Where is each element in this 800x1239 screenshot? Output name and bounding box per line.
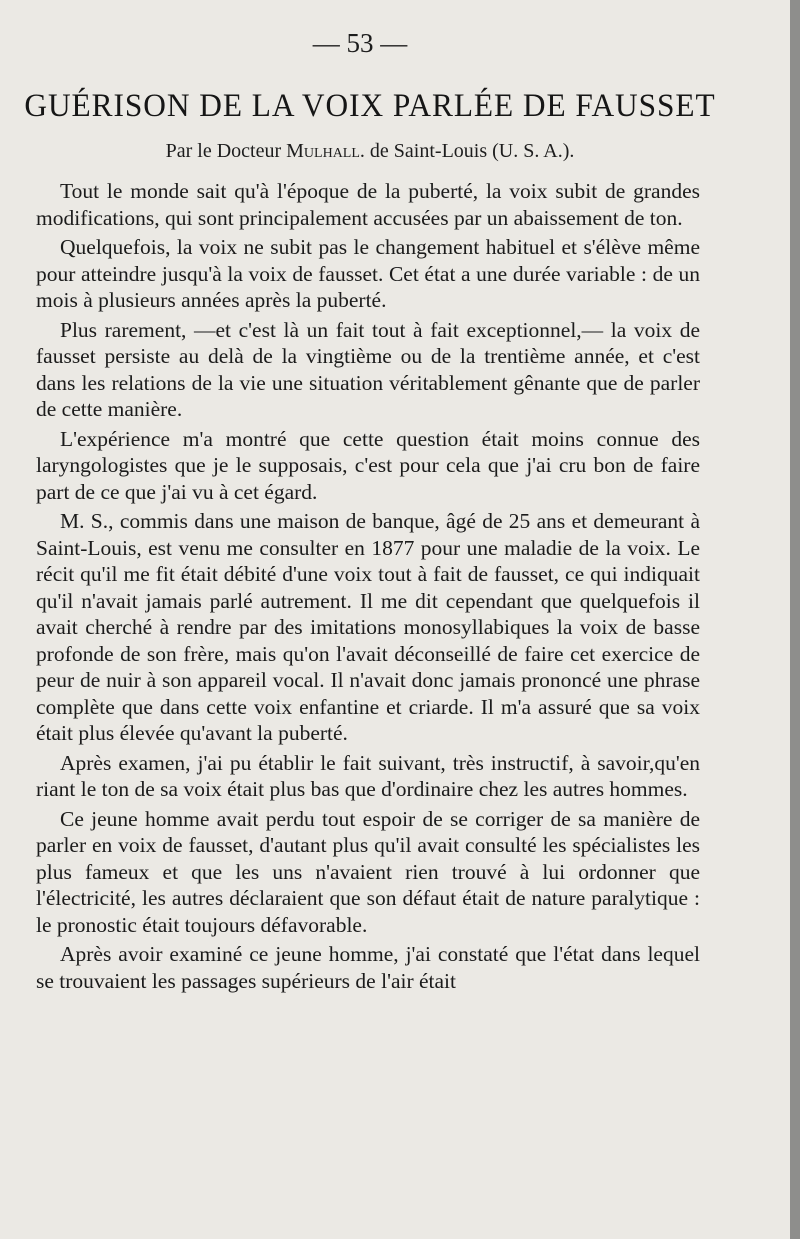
paragraph: Ce jeune homme avait perdu tout espoir de se corriger de sa manière de parler en voix de fausset, d'autant plus qu'il avait consulté les spécialistes les plus fameux et que les uns n'avaient rien trouvé à lui ordonner que l'électricité, les autres déclaraient que son défaut était de nature paralytique : le pronostic était toujours défavorable. [36, 806, 700, 937]
paragraph: Après avoir examiné ce jeune homme, j'ai constaté que l'état dans lequel se trouvaient les passages supérieurs de l'air était [36, 942, 700, 993]
paragraph: L'expérience m'a montré que cette question était moins connue des laryngologistes que je le supposais, c'est pour cela que j'ai cru bon de faire part de ce que j'ai vu à cet égard. [36, 426, 700, 504]
paragraph: Plus rarement, —et c'est là un fait tout à fait exceptionnel,— la voix de fausset persiste au delà de la vingtième ou de la trentième année, et c'est dans les relations de la vie une situation véritablement gênante que de parler de cette manière. [36, 317, 700, 421]
book-spine-edge [790, 0, 800, 1239]
byline-prefix: Par le Docteur [165, 140, 282, 162]
paragraph: Après examen, j'ai pu établir le fait suivant, très instructif, à savoir,qu'en riant le ton de sa voix était plus bas que d'ordinaire chez les autres hommes. [36, 750, 700, 801]
paragraph: Tout le monde sait qu'à l'époque de la puberté, la voix subit de grandes modifications, qui sont principalement accusées par un abaissement de ton. [36, 179, 700, 230]
page-number: — 53 — [312, 28, 408, 58]
byline [0, 140, 740, 163]
byline-suffix: de Saint-Louis (U. S. A.). [369, 140, 575, 162]
byline-author: Mulhall. [286, 140, 365, 162]
paragraph: M. S., commis dans une maison de banque, âgé de 25 ans et demeurant à Saint-Louis, est venu me consulter en 1877 pour une maladie de la voix. Le récit qu'il me fit était débité d'une voix tout à fait de fausset, ce qui indiquait qu'il n'avait jamais parlé autrement. Il me dit cependant que quelquefois il avait cherché à rendre par des imitations monosyllabiques la voix de basse profonde de son frère, mais qu'on l'avait déconseillé de faire cet exercice de peur de nuir à son appareil vocal. Il n'avait donc jamais prononcé une phrase complète que dans cette voix enfantine et criarde. Il m'a assuré que sa voix était plus élevée qu'avant la puberté. [36, 509, 700, 745]
article-title: GUÉRISON DE LA VOIX PARLÉE DE FAUSSET [24, 88, 716, 124]
paragraph: Quelquefois, la voix ne subit pas le changement habituel et s'élève même pour atteindre jusqu'à la voix de fausset. Cet état a une durée variable : de un mois à plusieurs années après la puberté. [36, 235, 700, 312]
article-body [36, 178, 700, 997]
